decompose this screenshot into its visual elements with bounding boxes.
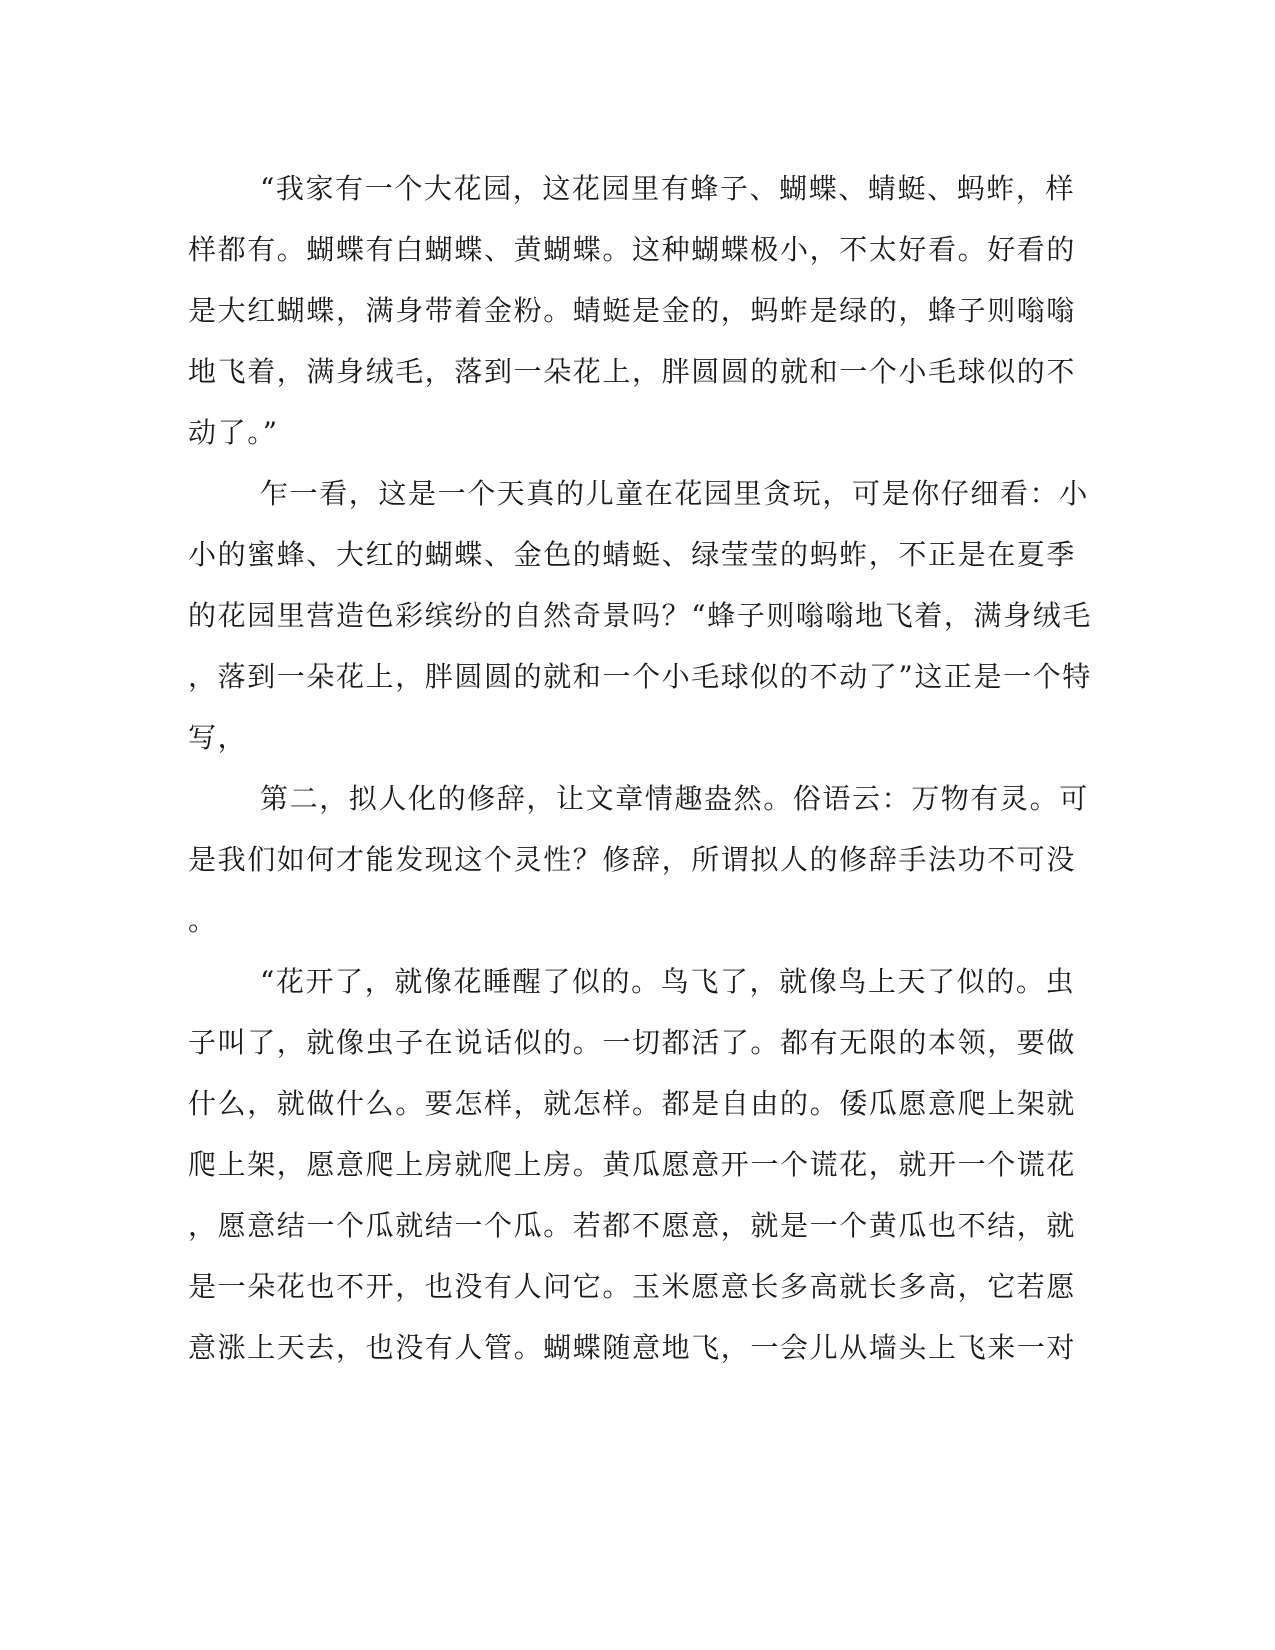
text-line: 是一朵花也不开，也没有人问它。玉米愿意长多高就长多高，它若愿	[188, 1270, 1077, 1303]
text-line: 乍一看，这是一个天真的儿童在花园里贪玩，可是你仔细看：小	[260, 477, 1089, 510]
text-line: 样都有。蝴蝶有白蝴蝶、黄蝴蝶。这种蝴蝶极小，不太好看。好看的	[188, 233, 1077, 266]
text-line: ，愿意结一个瓜就结一个瓜。若都不愿意，就是一个黄瓜也不结，就	[188, 1209, 1077, 1242]
text-line: 动了。”	[188, 416, 279, 449]
text-line: ，落到一朵花上，胖圆圆的就和一个小毛球似的不动了”这正是一个特	[188, 660, 1092, 693]
text-line: 子叫了，就像虫子在说话似的。一切都活了。都有无限的本领，要做	[188, 1026, 1077, 1059]
text-line: 。	[188, 904, 218, 937]
text-line: 什么，就做什么。要怎样，就怎样。都是自由的。倭瓜愿意爬上架就	[188, 1087, 1077, 1120]
text-line: 爬上架，愿意爬上房就爬上房。黄瓜愿意开一个谎花，就开一个谎花	[188, 1148, 1077, 1181]
text-line: 是我们如何才能发现这个灵性？修辞，所谓拟人的修辞手法功不可没	[188, 843, 1077, 876]
paragraph-3	[188, 768, 1089, 951]
text-line: 第二，拟人化的修辞，让文章情趣盎然。俗语云：万物有灵。可	[260, 782, 1089, 815]
text-line: 小的蜜蜂、大红的蝴蝶、金色的蜻蜓、绿莹莹的蚂蚱，不正是在夏季	[188, 538, 1077, 571]
text-line: “花开了，就像花睡醒了似的。鸟飞了，就像鸟上天了似的。虫	[260, 965, 1076, 998]
body-text	[188, 158, 1092, 1378]
text-line: 意涨上天去，也没有人管。蝴蝶随意地飞，一会儿从墙头上飞来一对	[188, 1331, 1077, 1364]
paragraph-1	[188, 158, 1077, 463]
text-line: 地飞着，满身绒毛，落到一朵花上，胖圆圆的就和一个小毛球似的不	[188, 355, 1077, 388]
paragraph-2	[188, 463, 1092, 768]
text-line: “我家有一个大花园，这花园里有蜂子、蝴蝶、蜻蜓、蚂蚱，样	[260, 172, 1076, 205]
text-line: 的花园里营造色彩缤纷的自然奇景吗？“蜂子则嗡嗡地飞着，满身绒毛	[188, 599, 1092, 632]
paragraph-4	[188, 951, 1077, 1378]
text-line: 是大红蝴蝶，满身带着金粉。蜻蜓是金的，蚂蚱是绿的，蜂子则嗡嗡	[188, 294, 1077, 327]
text-line: 写，	[188, 721, 248, 754]
